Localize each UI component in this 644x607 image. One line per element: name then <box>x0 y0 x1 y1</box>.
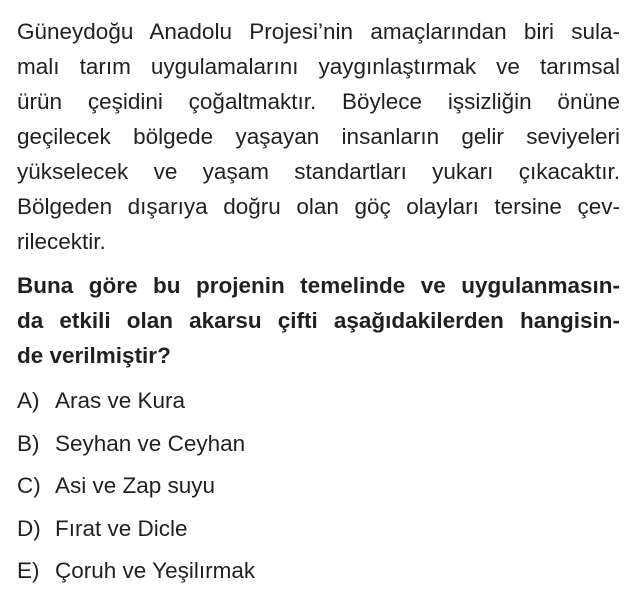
question-line: de verilmiştir? <box>17 343 171 368</box>
passage-line: Güneydoğu Anadolu Projesi’nin amaçlarından biri sula- <box>17 19 620 44</box>
passage-line: geçilecek bölgede yaşayan insanların gelir seviyeleri <box>17 124 620 149</box>
question-line: Buna göre bu projenin temelinde ve uygulanmasın- <box>17 273 620 298</box>
option-letter: C) <box>17 473 41 498</box>
passage-line: ürün çeşidini çoğaltmaktır. Böylece işsizliğin önüne <box>17 89 620 114</box>
question-line: da etkili olan akarsu çifti aşağıdakilerden hangisin- <box>17 308 620 333</box>
option-letter: D) <box>17 515 41 541</box>
option-text: Aras ve Kura <box>55 388 186 413</box>
option-a[interactable] <box>17 380 620 423</box>
option-letter: B) <box>17 430 40 456</box>
passage-line: malı tarım uygulamalarını yaygınlaştırmak ve tarımsal <box>17 54 620 79</box>
passage-paragraph <box>17 14 620 259</box>
option-text: Çoruh ve Yeşilırmak <box>55 558 256 583</box>
passage-line: yükselecek ve yaşam standartları yukarı çıkacaktır. <box>17 159 620 184</box>
passage-line: Bölgeden dışarıya doğru olan göç olayları tersine çev- <box>17 194 620 219</box>
option-letter: E) <box>17 558 40 583</box>
option-letter: A) <box>17 388 40 413</box>
option-text: Asi ve Zap suyu <box>55 473 216 498</box>
passage-line: rilecektir. <box>17 229 106 254</box>
option-text: Fırat ve Dicle <box>55 515 188 541</box>
option-text: Seyhan ve Ceyhan <box>55 430 246 456</box>
option-d[interactable] <box>17 508 620 551</box>
option-c[interactable] <box>17 465 620 508</box>
answer-options <box>17 380 620 593</box>
option-e[interactable] <box>17 550 620 593</box>
question-stem <box>17 268 620 373</box>
option-b[interactable] <box>17 423 620 466</box>
